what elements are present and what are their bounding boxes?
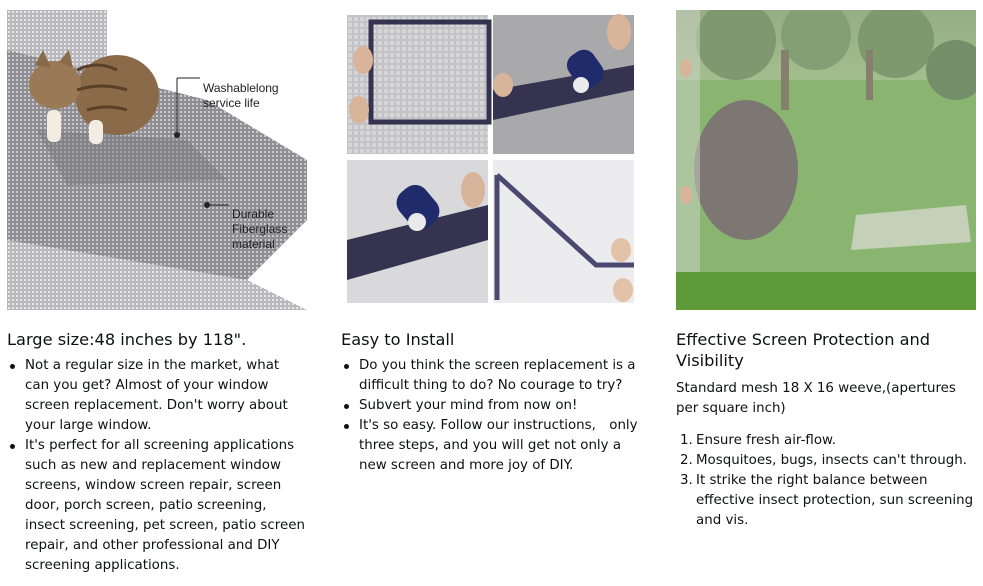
callout-fiberglass bbox=[232, 207, 287, 252]
callout-line: material bbox=[232, 237, 275, 251]
garden-illustration bbox=[676, 10, 976, 310]
bullet-item: Subvert your mind from now on! bbox=[341, 396, 639, 416]
callout-line: Fiberglass bbox=[232, 222, 288, 236]
feature-title: Effective Screen Protection and Visibility bbox=[676, 330, 931, 370]
feature-bullet-list bbox=[7, 356, 307, 576]
mesh-illustration bbox=[7, 10, 307, 310]
feature-subtitle: Standard mesh 18 X 16 weeve,(apertures per square inch) bbox=[676, 381, 956, 416]
bullet-item: Not a regular size in the market, what can you get? Almost of your window screen replacement. Don't worry about your large window. bbox=[7, 356, 307, 436]
numbered-item bbox=[676, 451, 976, 471]
item-number: 2. bbox=[680, 453, 693, 468]
garden-through-screen-image bbox=[676, 10, 976, 310]
bullet-item: It's so easy. Follow our instructions, only three steps, and you will get not only a new screen and more joy of DIY. bbox=[341, 416, 639, 476]
feature-title: Large size:48 inches by 118". bbox=[7, 330, 247, 349]
install-steps-illustration bbox=[341, 10, 639, 310]
feature-column-size bbox=[7, 0, 307, 576]
callout-service-life bbox=[203, 81, 279, 111]
item-number: 1. bbox=[680, 433, 693, 448]
item-text: It strike the right balance between effective insect protection, sun screening and vis. bbox=[696, 473, 974, 528]
callout-line: service life bbox=[203, 96, 260, 110]
feature-title: Easy to Install bbox=[341, 330, 455, 349]
item-text: Mosquitoes, bugs, insects can't through. bbox=[696, 453, 967, 468]
bullet-item: It's perfect for all screening applications such as new and replacement window screens, window screen repair, screen door, porch screen, patio screening, insect screening, pet screen, patio screen repair, and other professional and DIY screening applications. bbox=[7, 436, 307, 576]
feature-column-install bbox=[341, 0, 639, 476]
feature-column-protection bbox=[676, 0, 976, 531]
callout-line: Durable bbox=[232, 207, 275, 221]
mesh-with-cat-image bbox=[7, 10, 307, 310]
item-text: Ensure fresh air-flow. bbox=[696, 433, 837, 448]
item-number: 3. bbox=[680, 473, 693, 488]
install-steps-image bbox=[341, 10, 639, 310]
bullet-item: Do you think the screen replacement is a difficult thing to do? No courage to try? bbox=[341, 356, 639, 396]
feature-bullet-list bbox=[341, 356, 639, 476]
callout-line: Washablelong bbox=[203, 81, 279, 95]
feature-numbered-list bbox=[676, 431, 976, 531]
numbered-item bbox=[676, 471, 976, 531]
numbered-item bbox=[676, 431, 976, 451]
